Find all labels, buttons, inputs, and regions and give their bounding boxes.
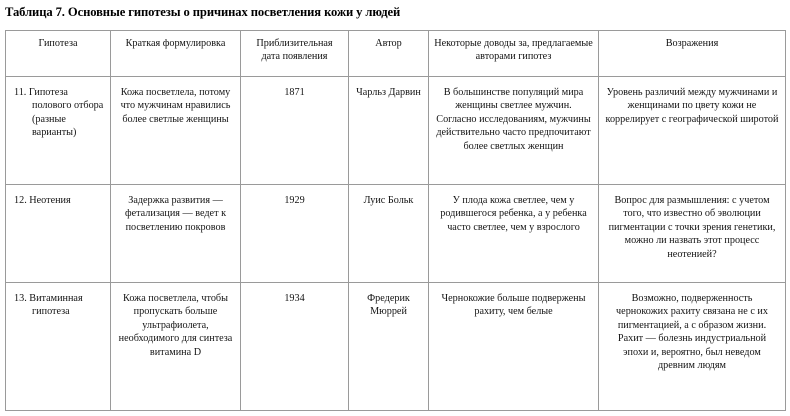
column-header-author-label: Автор	[375, 38, 402, 49]
column-header-arguments-label: Некоторые доводы за, предлагаемые авторами гипотез	[434, 38, 593, 63]
cell-author-text: Чарльз Дарвин	[356, 87, 421, 98]
cell-author-text: Луис Больк	[363, 195, 414, 206]
cell-formulation	[111, 283, 241, 411]
table-row	[6, 185, 786, 283]
column-header-date-label: Приблизительная дата появления	[256, 38, 333, 63]
cell-hypothesis-text: 11. Гипотеза полового отбора (разные варианты)	[14, 87, 104, 139]
cell-date-text: 1871	[284, 87, 305, 98]
cell-objections	[599, 283, 786, 411]
table-header	[6, 31, 786, 77]
column-header-arguments	[429, 31, 599, 77]
column-header-date	[241, 31, 349, 77]
cell-hypothesis-text: 13. Витаминная гипотеза	[14, 293, 83, 318]
cell-formulation-text: Кожа посветлела, потому что мужчинам нравились более светлые женщины	[120, 87, 231, 125]
cell-author-text: Фредерик Мюррей	[367, 293, 410, 318]
cell-hypothesis	[6, 185, 111, 283]
column-header-formulation	[111, 31, 241, 77]
cell-date-text: 1929	[284, 195, 305, 206]
cell-formulation	[111, 77, 241, 185]
table-container	[5, 30, 785, 409]
cell-formulation-text: Кожа посветлела, чтобы пропускать больше ультрафиолета, необходимого для синтеза витамина D	[118, 293, 233, 358]
cell-objections	[599, 77, 786, 185]
cell-objections-text: Уровень различий между мужчинами и женщинами по цвету кожи не коррелирует с географической широтой	[605, 87, 779, 125]
cell-arguments	[429, 77, 599, 185]
cell-author	[349, 283, 429, 411]
table-row	[6, 283, 786, 411]
cell-hypothesis	[6, 283, 111, 411]
table-header-row	[6, 31, 786, 77]
table-title: Таблица 7. Основные гипотезы о причинах посветления кожи у людей	[5, 5, 401, 19]
cell-hypothesis-text: 12. Неотения	[14, 195, 71, 206]
cell-author	[349, 185, 429, 283]
cell-arguments-text: Чернокожие больше подвержены рахиту, чем белые	[441, 293, 586, 318]
cell-formulation-text: Задержка развития — фетализация — ведет к посветлению покровов	[124, 195, 227, 233]
column-header-formulation-label: Краткая формулировка	[125, 38, 226, 49]
column-header-objections	[599, 31, 786, 77]
cell-arguments-text: В большинстве популяций мира женщины светлее мужчин. Согласно исследованиям, мужчины действительно часто предпочитают более светлых женщин	[436, 87, 591, 152]
cell-date-text: 1934	[284, 293, 305, 304]
cell-hypothesis	[6, 77, 111, 185]
column-header-hypothesis-label: Гипотеза	[38, 38, 78, 49]
cell-date	[241, 77, 349, 185]
cell-arguments	[429, 283, 599, 411]
column-header-hypothesis	[6, 31, 111, 77]
cell-arguments	[429, 185, 599, 283]
cell-date	[241, 185, 349, 283]
cell-objections-text: Возможно, подверженность чернокожих рахиту связана не с их пигментацией, а с образом жизни. Рахит — болезнь индустриальной эпохи и, вероятно, был неведом древним людям	[616, 293, 768, 372]
table-body	[6, 77, 786, 411]
cell-formulation	[111, 185, 241, 283]
cell-date	[241, 283, 349, 411]
cell-author	[349, 77, 429, 185]
column-header-author	[349, 31, 429, 77]
cell-arguments-text: У плода кожа светлее, чем у родившегося ребенка, а у ребенка часто светлее, чем у взрослого	[440, 195, 587, 233]
column-header-objections-label: Возражения	[665, 38, 719, 49]
cell-objections-text: Вопрос для размышления: с учетом того, что известно об эволюции пигментации с точки зрения генетики, можно ли назвать этот процесс неотенией?	[608, 195, 776, 260]
table-row	[6, 77, 786, 185]
hypotheses-table	[5, 30, 786, 411]
cell-objections	[599, 185, 786, 283]
